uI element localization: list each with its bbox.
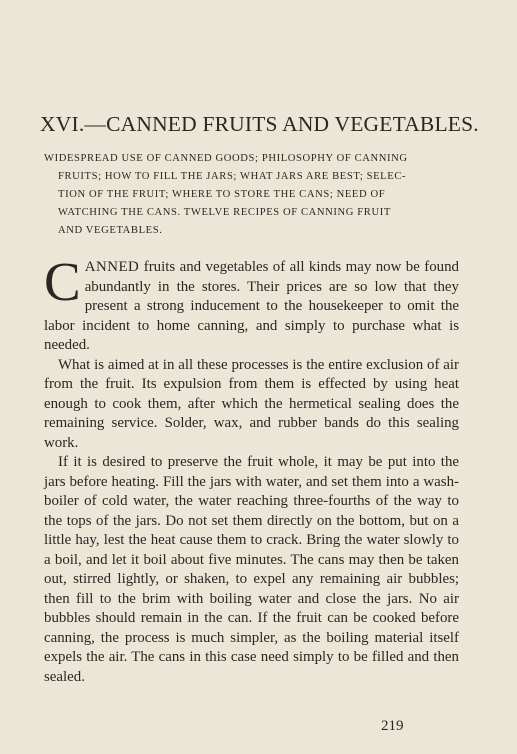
summary-line: TION OF THE FRUIT; WHERE TO STORE THE CANS; NEED OF xyxy=(58,189,386,200)
paragraph-text: fruits and vegetables of all kinds may now be found abundantly in the stores. Their prices are so low that they present a strong inducement to the housekeeper to omit the labor incident to home canning, and simply to purchase what is needed. xyxy=(44,259,459,353)
summary-line: WIDESPREAD USE OF CANNED GOODS; PHILOSOPHY OF CANNING xyxy=(44,153,408,164)
paragraph-3: If it is desired to preserve the fruit whole, it may be put into the jars before heating. Fill the jars with water, and set them into a wash-boiler of cold water, the water reaching three-fourths of the way to the tops of the jars. Do not set them directly on the bottom, but on a little hay, lest the heat cause them to crack. Bring the water slowly to a boil, and let it boil about five minutes. The cans may then be taken out, stirred lightly, or shaken, to expel any remaining air bubbles; then fill to the brim with boiling water and close the jars. No air bubbles should remain in the can. If the fruit can be cooked before canning, the process is much simpler, as the boiling material itself expels the air. The cans in this case need simply to be filled and then sealed. xyxy=(44,454,459,685)
opening-word: ANNED xyxy=(84,259,140,275)
summary-line: WATCHING THE CANS. TWELVE RECIPES OF CANNING FRUIT xyxy=(58,207,391,218)
summary-line: FRUITS; HOW TO FILL THE JARS; WHAT JARS ARE BEST; SELEC- xyxy=(58,171,407,182)
summary-line: AND VEGETABLES. xyxy=(58,225,163,236)
paragraph-2: What is aimed at in all these processes is the entire exclusion of air from the fruit. Its expulsion from them is effected by using heat enough to cook them, after which the hermetical sealing does the remaining service. Solder, wax, and rubber bands do this sealing work. xyxy=(44,356,459,451)
chapter-summary xyxy=(44,150,462,240)
body-text xyxy=(44,251,459,687)
chapter-title: XVI.—CANNED FRUITS AND VEGETABLES. xyxy=(40,112,479,136)
page-number: 219 xyxy=(381,718,404,734)
drop-cap: C xyxy=(44,251,81,312)
paragraph-1 xyxy=(44,251,459,356)
